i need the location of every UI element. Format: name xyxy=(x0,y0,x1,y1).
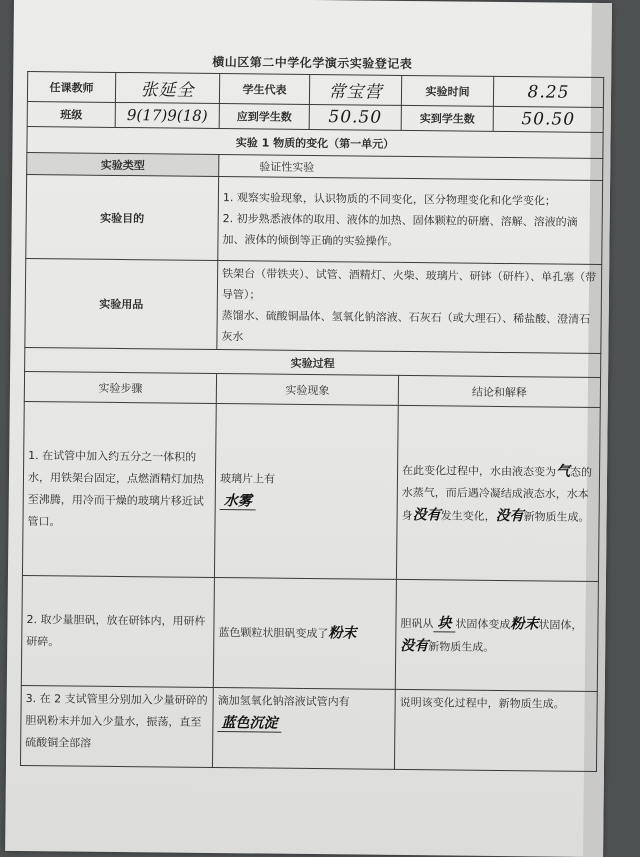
teacher-value: 张延全 xyxy=(115,72,219,103)
student-rep-label: 学生代表 xyxy=(219,74,309,105)
conclusion-2-d: 新物质生成。 xyxy=(428,639,495,654)
expected-label: 应到学生数 xyxy=(219,104,309,130)
step-1: 1. 在试管中加入约五分之一体积的水，用铁架台固定，点燃酒精灯加热至沸腾，用冷而干燥的玻璃片移近试管口。 xyxy=(22,401,216,577)
phenomenon-3-answer: 蓝色沉淀 xyxy=(217,715,281,733)
conclusion-2-answer-3: 没有 xyxy=(400,637,429,654)
phenomenon-3 xyxy=(212,687,395,769)
supplies-row xyxy=(25,259,602,354)
col-conclusion-header: 结论和解释 xyxy=(398,375,600,407)
supplies-text xyxy=(217,261,602,354)
purpose-row xyxy=(26,175,603,265)
conclusion-1-b: 态的水蒸气，而后遇冷凝结成液态水，水本身 xyxy=(401,465,593,522)
registration-table xyxy=(20,71,604,772)
phenomenon-1-prefix: 玻璃片上有 xyxy=(219,472,276,486)
conclusion-2-b: 状固体变成 xyxy=(455,617,511,631)
conclusion-3 xyxy=(394,689,597,771)
phenomenon-1 xyxy=(214,404,398,580)
actual-label: 实到学生数 xyxy=(401,105,493,131)
conclusion-3-d: 新物质生成。 xyxy=(498,696,565,711)
purpose-label: 实验目的 xyxy=(26,175,219,261)
conclusion-3-a: 说明该变化过程中， xyxy=(399,695,499,710)
purpose-text xyxy=(218,177,603,265)
conclusion-1 xyxy=(396,405,600,581)
table-row xyxy=(22,401,600,581)
phenomenon-3-prefix: 滴加氢氧化钠溶液试管内有 xyxy=(217,694,350,709)
purpose-item-1: 1. 观察实验现象，认识物质的不同变化，区分物理变化和化学变化； xyxy=(222,191,556,208)
conclusion-2-answer-1: 块 xyxy=(433,615,455,632)
table-row xyxy=(20,685,597,771)
paper-sheet xyxy=(5,0,612,857)
conclusion-1-answer-2: 没有 xyxy=(412,506,441,523)
student-rep-value: 常宝营 xyxy=(309,74,401,105)
phenomenon-1-answer: 水雾 xyxy=(220,493,256,510)
class-value: 9(17)9(18) xyxy=(115,102,219,128)
page-title: 横山区第二中学化学演示实验登记表 xyxy=(212,54,413,72)
phenomenon-2-prefix: 蓝色颗粒状胆矾变成了 xyxy=(218,626,329,641)
conclusion-1-answer-3: 没有 xyxy=(495,507,524,524)
conclusion-2-answer-2: 粉末 xyxy=(510,615,539,632)
conclusion-2-a: 胆矾从 xyxy=(400,616,434,630)
col-steps-header: 实验步骤 xyxy=(24,372,216,404)
purpose-item-2: 2. 初步熟悉液体的取用、液体的加热、固体颗粒的研磨、溶解、溶液的滴加、液体的倾倒等正确的实验操作。 xyxy=(222,212,578,248)
time-label: 实验时间 xyxy=(401,75,493,106)
type-value: 验证性实验 xyxy=(219,155,603,181)
type-label: 实验类型 xyxy=(27,153,219,177)
process-title: 实验过程 xyxy=(25,348,601,378)
expected-value: 50.50 xyxy=(309,104,401,130)
teacher-label: 任课教师 xyxy=(27,72,115,103)
experiment-title: 实验 1 物质的变化（第一单元） xyxy=(27,127,603,159)
col-phenomenon-header: 实验现象 xyxy=(216,374,398,406)
conclusion-2 xyxy=(395,579,598,691)
class-label: 班级 xyxy=(27,102,115,128)
time-value: 8.25 xyxy=(493,76,603,107)
step-2: 2. 取少量胆矾，放在研钵内，用研杵研碎。 xyxy=(21,575,214,687)
supplies-item-2: 蒸馏水、硫酸铜晶体、氢氧化钠溶液、石灰石（或大理石）、稀盐酸、澄清石灰水 xyxy=(221,309,591,344)
conclusion-2-c: 状固体， xyxy=(538,617,583,632)
conclusion-1-d: 新物质生成。 xyxy=(523,509,590,524)
phenomenon-2-answer: 粉末 xyxy=(328,625,357,642)
step-3: 3. 在 2 支试管里分别加入少量研碎的胆矾粉末并加入少量水，振荡，直至硫酸铜全部溶 xyxy=(20,685,213,767)
supplies-item-1: 铁架台（带铁夹）、试管、酒精灯、火柴、玻璃片、研钵（研杵）、单孔塞（带导管）； xyxy=(221,267,597,302)
table-row xyxy=(21,575,598,691)
conclusion-1-answer-1: 气 xyxy=(555,463,571,480)
phenomenon-2 xyxy=(213,577,396,689)
actual-value: 50.50 xyxy=(493,106,603,132)
conclusion-1-c: 发生变化， xyxy=(440,508,496,523)
conclusion-1-a: 在此变化过程中，水由液态变为 xyxy=(402,463,557,479)
supplies-label: 实验用品 xyxy=(25,259,218,350)
